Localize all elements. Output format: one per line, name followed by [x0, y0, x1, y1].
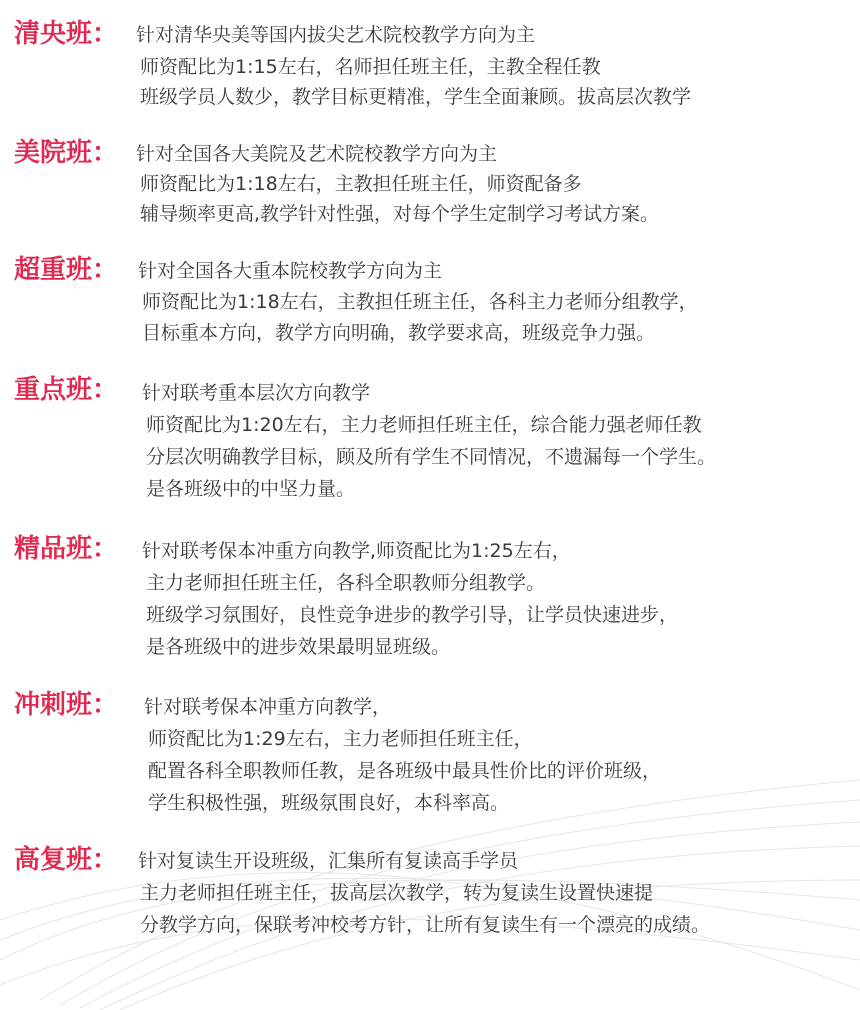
description-line: 师资配比为1:20左右，主力老师担任班主任，综合能力强老师任教	[146, 414, 702, 436]
class-title: 清央班：	[14, 19, 119, 49]
description-line: 针对清华央美等国内拔尖艺术院校教学方向为主	[136, 24, 536, 46]
class-title: 精品班：	[14, 534, 119, 564]
description-line: 分教学方向，保联考冲校考方针，让所有复读生有一个漂亮的成绩。	[140, 914, 711, 936]
description-line: 辅导频率更高,教学针对性强，对每个学生定制学习考试方案。	[140, 203, 660, 225]
class-title: 冲刺班：	[14, 690, 119, 720]
description-line: 针对全国各大美院及艺术院校教学方向为主	[136, 143, 498, 165]
description-line: 学生积极性强，班级氛围良好，本科率高。	[148, 792, 510, 814]
description-line: 师资配比为1:18左右，主教担任班主任，各科主力老师分组教学，	[142, 291, 698, 313]
description-line: 针对复读生开设班级，汇集所有复读高手学员	[138, 850, 519, 872]
description-line: 针对全国各大重本院校教学方向为主	[138, 260, 443, 282]
description-line: 分层次明确教学目标，顾及所有学生不同情况，不遗漏每一个学生。	[146, 446, 717, 468]
class-title: 超重班：	[14, 255, 119, 285]
description-line: 师资配比为1:18左右，主教担任班主任，师资配备多	[140, 173, 582, 195]
description-line: 配置各科全职教师任教，是各班级中最具性价比的评价班级，	[148, 760, 662, 782]
description-line: 针对联考保本冲重方向教学，	[144, 696, 392, 718]
description-line: 主力老师担任班主任，拔高层次教学，转为复读生设置快速提	[140, 882, 654, 904]
description-line: 是各班级中的进步效果最明显班级。	[146, 636, 451, 658]
description-line: 主力老师担任班主任，各科全职教师分组教学。	[146, 572, 546, 594]
class-title: 重点班：	[14, 375, 119, 405]
description-line: 针对联考重本层次方向教学	[142, 382, 371, 404]
description-line: 针对联考保本冲重方向教学,师资配比为1:25左右，	[142, 540, 571, 562]
description-line: 目标重本方向，教学方向明确，教学要求高，班级竞争力强。	[142, 322, 656, 344]
class-title: 高复班：	[14, 845, 119, 875]
description-line: 师资配比为1:15左右，名师担任班主任，主教全程任教	[140, 56, 601, 78]
description-line: 班级学习氛围好，良性竞争进步的教学引导，让学员快速进步，	[146, 604, 679, 626]
class-title: 美院班：	[14, 138, 119, 168]
description-line: 是各班级中的中坚力量。	[146, 478, 356, 500]
description-line: 班级学员人数少，教学目标更精准，学生全面兼顾。拔高层次教学	[140, 86, 692, 108]
description-line: 师资配比为1:29左右，主力老师担任班主任，	[148, 728, 533, 750]
